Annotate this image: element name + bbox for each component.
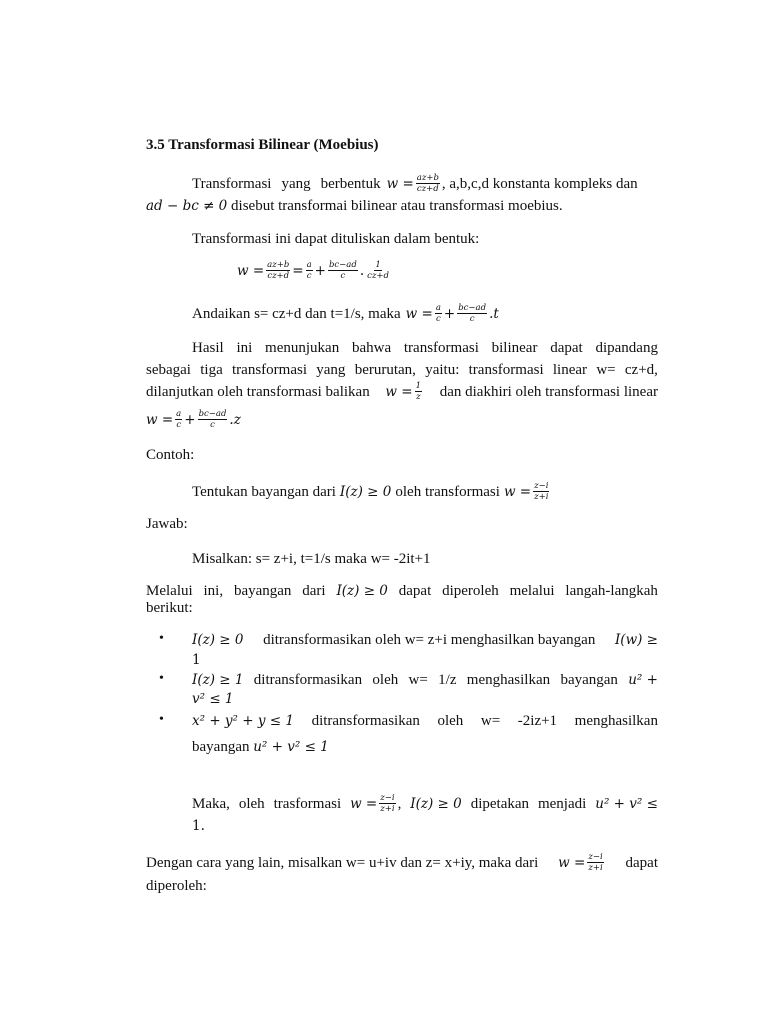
denominator: cz+d [267,271,290,281]
math-condition: ad − bc ≠ 0 [146,198,228,214]
word: yang [281,175,311,192]
math-t: .t [489,305,499,322]
math-w: w = [146,411,174,428]
bullet-3-line-1 [192,712,658,730]
transform-expression [350,793,401,814]
math-condition: I(z) ≥ 1 [192,672,244,688]
word: w= [596,362,616,378]
word: 1/z [438,672,457,688]
word: ini [236,340,253,356]
math-w: w = [237,262,265,279]
word: Melalui [146,583,193,599]
numerator: z−i [380,793,395,803]
math-w: w = [350,795,378,812]
word: yaitu: [425,362,460,378]
denominator: z [416,392,421,402]
word: sebagai [146,362,191,378]
definition-line-1 [192,173,658,194]
substitution-text: Andaikan s= cz+d dan t=1/s, maka [192,305,401,322]
word: bahwa [351,340,392,356]
denominator: cz+d [367,271,389,281]
math-condition: I(z) ≥ 0 [410,795,462,812]
numerator: bc−ad [328,260,357,270]
word: bayangan [233,583,292,599]
word: oleh [437,713,464,729]
math-w: w = [405,305,433,322]
alternative-line-1 [146,852,658,873]
word: oleh [372,672,399,688]
numerator: a [176,409,182,419]
result-text: dan diakhiri oleh transformasi linear [439,383,658,400]
word: transformasi [403,340,479,356]
numerator: az+b [416,173,439,183]
math-condition: I(z) ≥ 0 [336,583,388,599]
math-w: w = [558,854,586,871]
math-condition: I(w) ≥ [614,632,658,648]
definition-text: disebut transformai bilinear atau transformasi moebius. [231,198,563,214]
example-statement [192,481,658,502]
alternative-text: Dengan cara yang lain, misalkan w= u+iv dan z= x+iy, maka dari [146,854,539,871]
inverse-map [385,381,424,402]
math-z: .z [229,411,241,428]
fraction [366,260,390,281]
fraction [306,260,313,281]
numerator: az+b [267,260,290,270]
denominator: c [210,420,215,430]
word: dapat [398,583,432,599]
answer-substitution: Misalkan: s= z+i, t=1/s maka w= -2it+1 [192,551,431,567]
math-w: w = [386,175,414,192]
intro-form: Transformasi ini dapat dituliskan dalam bentuk: [192,231,480,247]
word: oleh [238,795,265,812]
word: ini, [203,583,224,599]
math-w: w = [503,483,532,500]
result-text: dilanjutkan oleh transformasi balikan [146,383,370,400]
bullet-text: bayangan [192,739,250,755]
word: dapat [625,854,658,871]
word: dipetakan [470,795,530,812]
word: berbentuk [320,175,381,192]
word: menghasilkan [574,713,658,729]
bullet-2-line-2 [192,690,658,708]
fraction [587,852,603,873]
steps-intro-line-2: berikut: [146,600,193,616]
numerator: a [306,260,312,270]
example-text: Tentukan bayangan dari [192,483,336,500]
bullet-marker: • [159,631,164,646]
word: Hasil [192,340,224,356]
denominator: cz+d [416,184,439,194]
bullet-text: ditransformasikan oleh w= z+i menghasilkan bayangan [263,632,596,648]
example-text: oleh transformasi [395,483,500,500]
fraction [175,409,182,430]
word: linear [552,362,588,378]
denominator: z+i [380,804,395,814]
numerator: bc−ad [198,409,227,419]
alternative-line-2: diperoleh: [146,878,207,894]
fraction [415,381,422,402]
word: melalui [509,583,555,599]
fraction [435,303,442,324]
word: w= [480,713,501,729]
fraction [198,409,228,430]
definition-text: , a,b,c,d konstanta kompleks dan [441,175,638,192]
display-equation [237,260,537,281]
denominator: z+i [534,492,549,502]
denominator: c [340,271,346,281]
word: menjadi [537,795,587,812]
math-expression: x² + y² + y ≤ 1 [192,713,294,729]
section-title: 3.5 Transformasi Bilinear (Moebius) [146,137,379,153]
fraction [328,260,358,281]
math-condition: I(z) ≥ 0 [192,632,244,648]
math-operator: . [359,262,365,279]
math-operator: + [184,411,196,428]
numerator: z−i [534,481,549,491]
numerator: a [435,303,441,313]
word: -2iz+1 [517,713,558,729]
steps-intro-line-1 [146,582,658,600]
bullet-marker: • [159,671,164,686]
math-operator: + [443,305,456,322]
math-value: 1 [192,652,201,668]
numerator: bc−ad [458,303,487,313]
word: cz+d, [624,362,658,378]
fraction [416,173,440,194]
denominator: c [176,420,182,430]
word: Transformasi [192,175,272,192]
denominator: c [469,314,475,324]
fraction [266,260,290,281]
math-condition: I(z) ≥ 0 [339,483,392,500]
word: berurutan, [354,362,416,378]
denominator: c [306,271,312,281]
bullet-3-line-2 [192,738,658,756]
word: trasformasi [273,795,342,812]
bullet-1-line-2 [192,651,658,669]
word: transformasi [468,362,544,378]
definition-line-2 [146,197,658,215]
bullet-marker: • [159,712,164,727]
numerator: 1 [375,260,381,270]
math-operator: + [314,262,326,279]
denominator: z+i [588,863,603,873]
bullet-2-line-1 [192,671,658,689]
word: dipandang [595,340,658,356]
word: yang [316,362,346,378]
math-w: w = [385,383,413,400]
numerator: z−i [588,852,603,862]
fraction [457,303,487,324]
result-line-3 [146,381,658,402]
math-operator: = [292,262,304,279]
math-expression: v² ≤ 1 [192,691,234,707]
result-line-2 [146,361,658,379]
result-line-1 [192,339,658,357]
conclusion-line-1 [192,793,658,814]
word: transformasi [232,362,307,378]
transform-expression [558,852,606,873]
word: langah-langkah [565,583,658,599]
result-line-4 [146,409,658,430]
bullet-1-line-1 [192,631,658,649]
word: bayangan [560,672,618,688]
fraction [379,793,395,814]
math-expression: u² + v² ≤ 1 [253,739,329,755]
example-heading: Contoh: [146,447,195,463]
fraction [533,481,549,502]
word: diperoleh [442,583,499,599]
word: ditransformasikan [253,672,363,688]
math-expression: u² + v² ≤ [595,795,658,812]
word: bilinear [491,340,538,356]
conclusion-line-2 [192,817,658,835]
word: ditransformasikan [311,713,420,729]
math-value: 1. [192,818,205,834]
answer-heading: Jawab: [146,516,188,532]
word: Maka, [192,795,230,812]
word: menghasilkan [466,672,551,688]
punctuation: , [397,795,402,812]
denominator: c [436,314,441,324]
word: tiga [200,362,223,378]
word: w= [408,672,428,688]
numerator: 1 [415,381,422,391]
word: menunjukan [265,340,340,356]
word: dapat [550,340,583,356]
substitution-line [192,303,658,324]
word: dari [302,583,326,599]
math-expression: u² + [628,672,658,688]
